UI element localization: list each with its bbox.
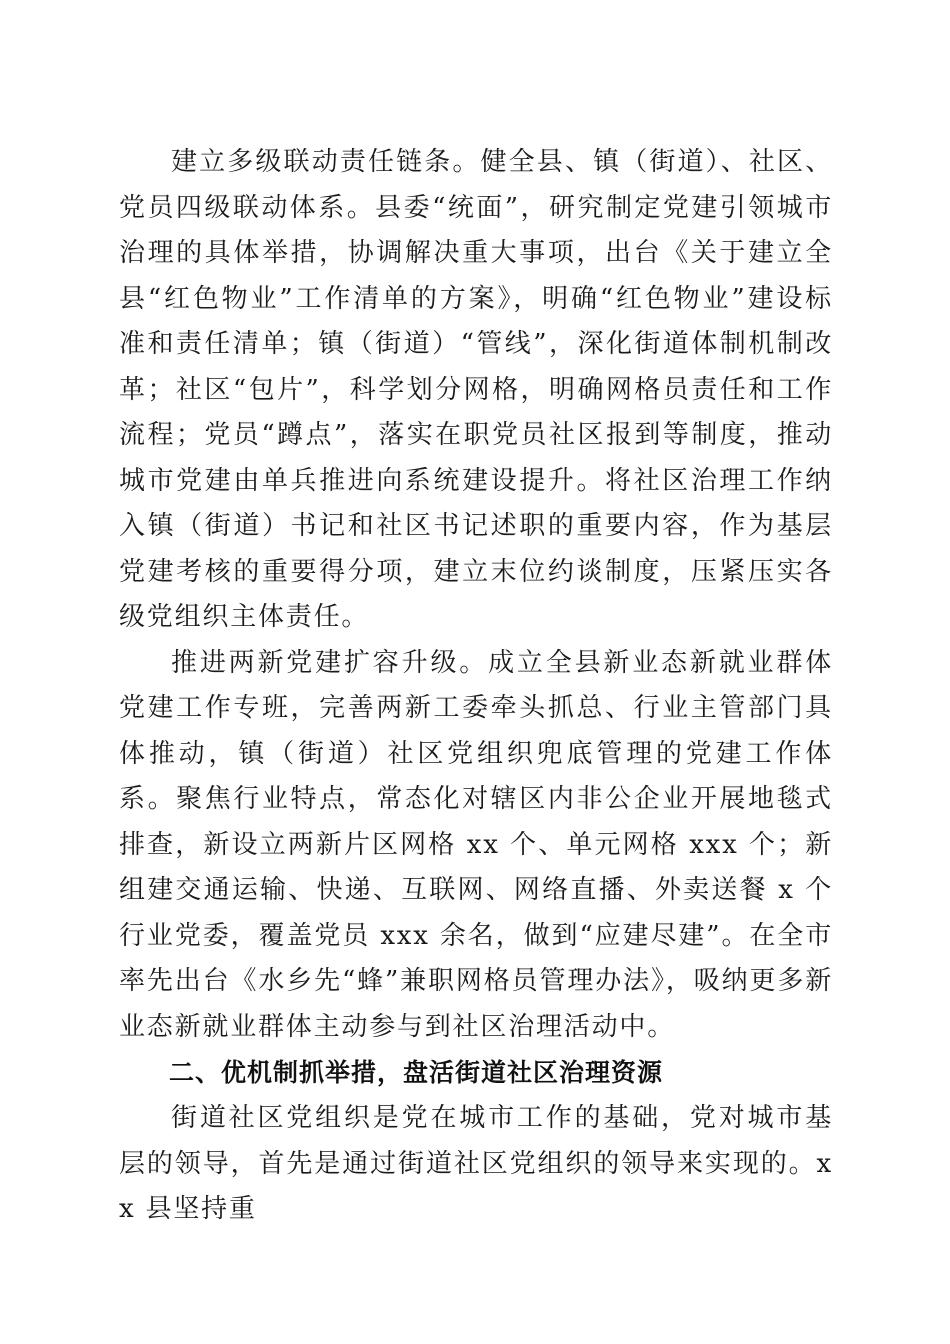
paragraph-responsibility-chain: 建立多级联动责任链条。健全县、镇（街道）、社区、党员四级联动体系。县委“统面”，研究制定党建引领城市治理的具体举措，协调解决重大事项，出台《关于建立全县“红色物业”工作清单的方案》，明确“红色物业”建设标准和责任清单；镇（街道）“管线”，深化街道体制机制改革；社区“包片”，科学划分网格，明确网格员责任和工作流程；党员“蹲点”，落实在职党员社区报到等制度，推动城市党建由单兵推进向系统建设提升。将社区治理工作纳入镇（街道）书记和社区书记述职的重要内容，作为基层党建考核的重要得分项，建立末位约谈制度，压紧压实各级党组织主体责任。 (119, 147, 833, 632)
paragraph-two-new-party-building: 推进两新党建扩容升级。成立全县新业态新就业群体党建工作专班，完善两新工委牵头抓总、行业主管部门具体推动，镇（街道）社区党组织兜底管理的党建工作体系。聚焦行业特点，常态化对辖区内非公企业开展地毯式排查，新设立两新片区网格 xx 个、单元网格 xxx 个；新组建交通运输、快递、互联网、网络直播、外卖送餐 x 个行业党委，覆盖党员 xxx 余名，做到“应建尽建”。在全市率先出台《水乡先“蜂”兼职网格员管理办法》，吸纳更多新业态新就业群体主动参与到社区治理活动中。 (119, 647, 833, 1042)
paragraph-street-community: 街道社区党组织是党在城市工作的基础，党对城市基层的领导，首先是通过街道社区党组织的领导来实现的。xx 县坚持重 (119, 1103, 833, 1224)
document-body (119, 140, 833, 1233)
section-heading: 二、优机制抓举措，盘活街道社区治理资源 (169, 1058, 664, 1087)
